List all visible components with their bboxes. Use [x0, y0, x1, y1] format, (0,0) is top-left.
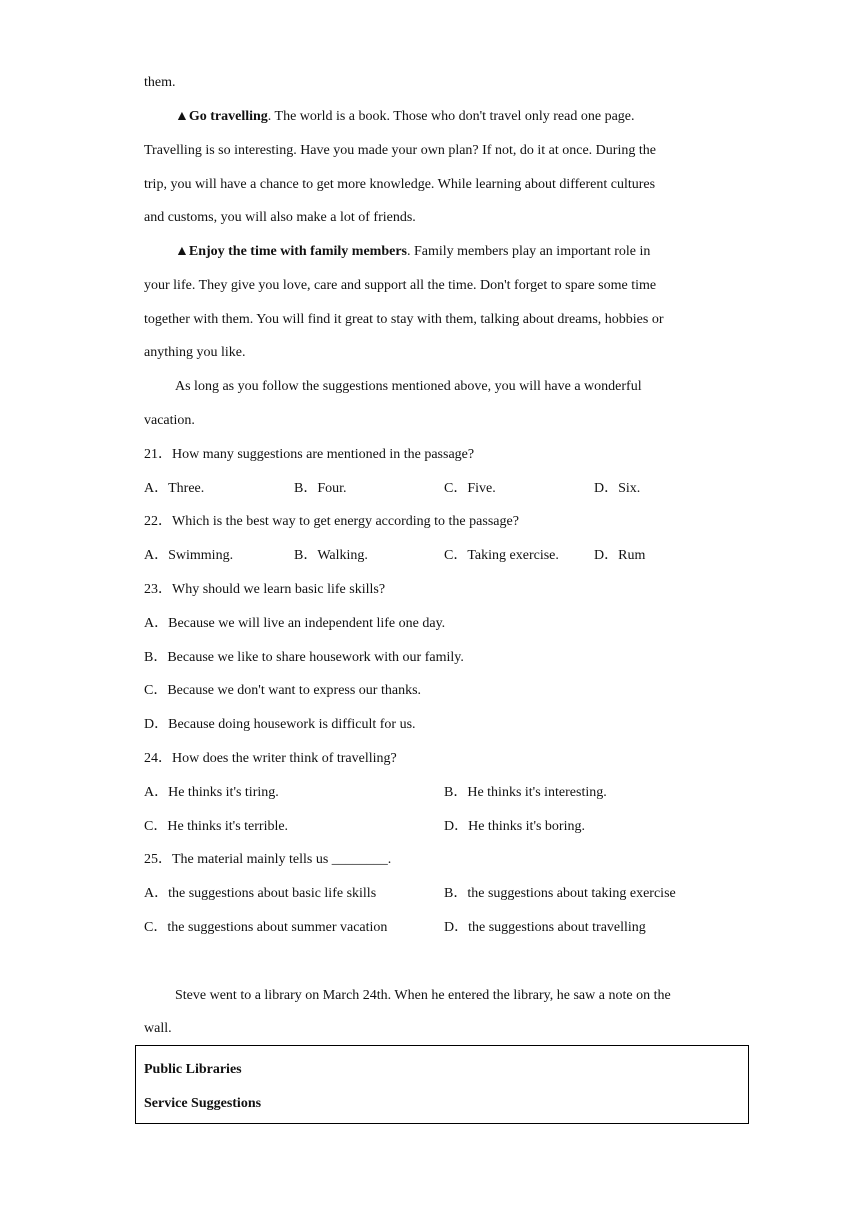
conclusion-line: vacation. [144, 413, 195, 428]
passage-line: trip, you will have a chance to get more knowledge. While learning about different cultures [144, 177, 656, 192]
question-24-stem: 24．How does the writer think of travelling? [144, 751, 397, 766]
question-21-option-c: C．Five. [444, 481, 496, 496]
question-22-stem: 22．Which is the best way to get energy according to the passage? [144, 514, 519, 529]
question-22-option-c: C．Taking exercise. [444, 548, 559, 563]
passage-line: and customs, you will also make a lot of friends. [144, 210, 416, 225]
notice-subtitle: Service Suggestions [144, 1096, 262, 1111]
passage-line: them. [144, 75, 176, 90]
question-22-option-d: D．Rum [594, 548, 646, 563]
suggestion-heading: Enjoy the time with family members [188, 244, 407, 259]
question-25-option-d: D．the suggestions about travelling [444, 920, 646, 935]
passage-line: Travelling is so interesting. Have you made your own plan? If not, do it at once. During the [144, 143, 656, 158]
passage-text: . The world is a book. Those who don't travel only read one page. [267, 109, 635, 124]
question-21-option-a: A．Three. [144, 481, 205, 496]
question-24-option-b: B．He thinks it's interesting. [444, 785, 607, 800]
question-21-stem: 21．How many suggestions are mentioned in the passage? [144, 447, 475, 462]
question-24-option-d: D．He thinks it's boring. [444, 819, 585, 834]
notice-title: Public Libraries [144, 1062, 242, 1077]
question-24-option-c: C．He thinks it's terrible. [144, 819, 289, 834]
question-23-option-a: A．Because we will live an independent life one day. [144, 616, 446, 631]
triangle-marker: ▲ [175, 109, 189, 124]
passage-line: your life. They give you love, care and support all the time. Don't forget to spare some time [144, 278, 657, 293]
question-21-option-d: D．Six. [594, 481, 641, 496]
triangle-marker: ▲ [175, 244, 189, 259]
question-23-option-b: B．Because we like to share housework with our family. [144, 650, 464, 665]
question-22-option-a: A．Swimming. [144, 548, 234, 563]
question-24-option-a: A．He thinks it's tiring. [144, 785, 279, 800]
suggestion-heading: Go travelling [188, 109, 268, 124]
suggestion-go-travelling [175, 107, 635, 127]
notice-box [135, 1045, 749, 1124]
conclusion-line: As long as you follow the suggestions mentioned above, you will have a wonderful [175, 379, 642, 394]
question-25-option-a: A．the suggestions about basic life skills [144, 886, 377, 901]
passage-text: . Family members play an important role in [407, 244, 651, 259]
passage-line: anything you like. [144, 345, 246, 360]
question-23-stem: 23．Why should we learn basic life skills? [144, 582, 386, 597]
question-23-option-d: D．Because doing housework is difficult for us. [144, 717, 416, 732]
next-passage-line: wall. [144, 1021, 172, 1036]
question-25-stem: 25．The material mainly tells us ________. [144, 852, 392, 867]
passage-line: together with them. You will find it great to stay with them, talking about dreams, hobbies or [144, 312, 664, 327]
suggestion-family [175, 242, 650, 262]
question-22-option-b: B．Walking. [294, 548, 368, 563]
question-23-option-c: C．Because we don't want to express our thanks. [144, 683, 422, 698]
question-21-option-b: B．Four. [294, 481, 347, 496]
next-passage-line: Steve went to a library on March 24th. When he entered the library, he saw a note on the [175, 988, 671, 1003]
question-25-option-c: C．the suggestions about summer vacation [144, 920, 388, 935]
question-25-option-b: B．the suggestions about taking exercise [444, 886, 676, 901]
